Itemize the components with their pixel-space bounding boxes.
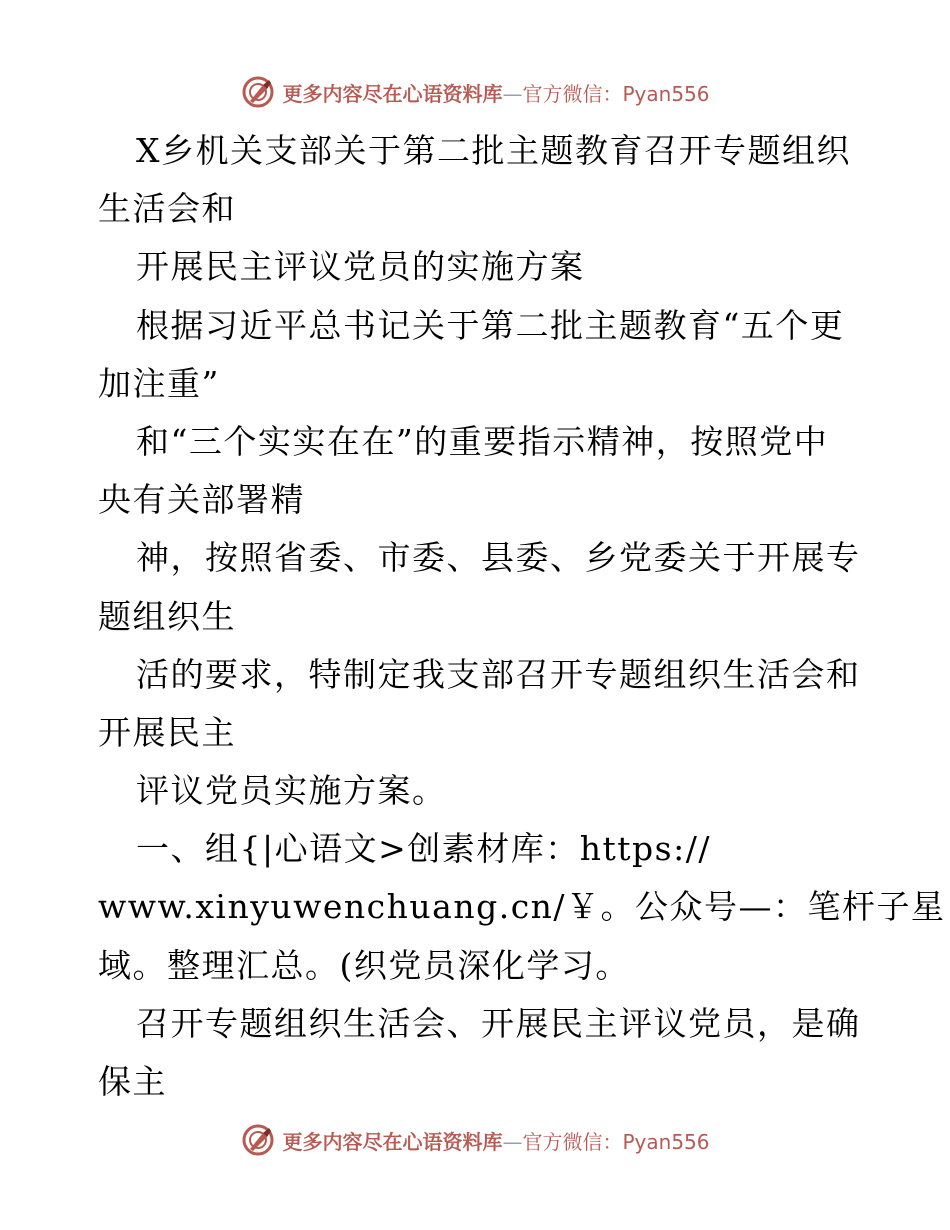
footer-banner-text bbox=[282, 1126, 709, 1155]
header-banner-dash: — bbox=[502, 81, 523, 106]
text-line: www.xinyuwenchuang.cn/￥。公众号—：笔杆子星 bbox=[98, 887, 946, 927]
text-line: 开展民主评议党员的实施方案 bbox=[136, 247, 585, 287]
document-body bbox=[98, 122, 946, 1111]
header-banner-wechat-id: Pyan556 bbox=[622, 81, 710, 106]
text-line: 题组织生 bbox=[98, 596, 236, 636]
text-line: 开展民主 bbox=[98, 712, 236, 752]
footer-banner-wechat-id: Pyan556 bbox=[622, 1129, 710, 1154]
text-line: 根据习近平总书记关于第二批主题教育“五个更 bbox=[136, 305, 845, 345]
pen-nib-logo-icon bbox=[240, 1122, 276, 1158]
text-line: 神，按照省委、市委、县委、乡党委关于开展专 bbox=[136, 538, 861, 578]
pen-nib-logo-icon bbox=[240, 74, 276, 110]
header-banner-official: 官方微信： bbox=[522, 81, 623, 106]
text-line: 一、组{|心语文>创素材库：https:// bbox=[136, 829, 711, 869]
footer-banner-main: 更多内容尽在心语资料库 bbox=[282, 1129, 503, 1154]
footer-banner-dash: — bbox=[502, 1129, 523, 1154]
text-line: 评议党员实施方案。 bbox=[136, 771, 447, 811]
text-line: X乡机关支部关于第二批主题教育召开专题组织 bbox=[136, 131, 851, 170]
text-line: 保主 bbox=[98, 1062, 167, 1101]
text-line: 央有关部署精 bbox=[98, 480, 305, 520]
footer-banner-official: 官方微信： bbox=[522, 1129, 623, 1154]
text-line: 和“三个实实在在”的重要指示精神，按照党中 bbox=[136, 421, 829, 461]
header-banner bbox=[0, 70, 950, 114]
header-banner-text bbox=[282, 78, 709, 107]
text-line: 活的要求，特制定我支部召开专题组织生活会和 bbox=[136, 654, 861, 694]
header-banner-main: 更多内容尽在心语资料库 bbox=[282, 81, 503, 106]
footer-banner bbox=[0, 1118, 950, 1162]
text-line: 召开专题组织生活会、开展民主评议党员，是确 bbox=[136, 1003, 861, 1043]
text-line: 加注重” bbox=[98, 363, 220, 403]
text-line: 域。整理汇总。(织党员深化学习。 bbox=[98, 945, 630, 985]
text-line: 生活会和 bbox=[98, 189, 236, 229]
